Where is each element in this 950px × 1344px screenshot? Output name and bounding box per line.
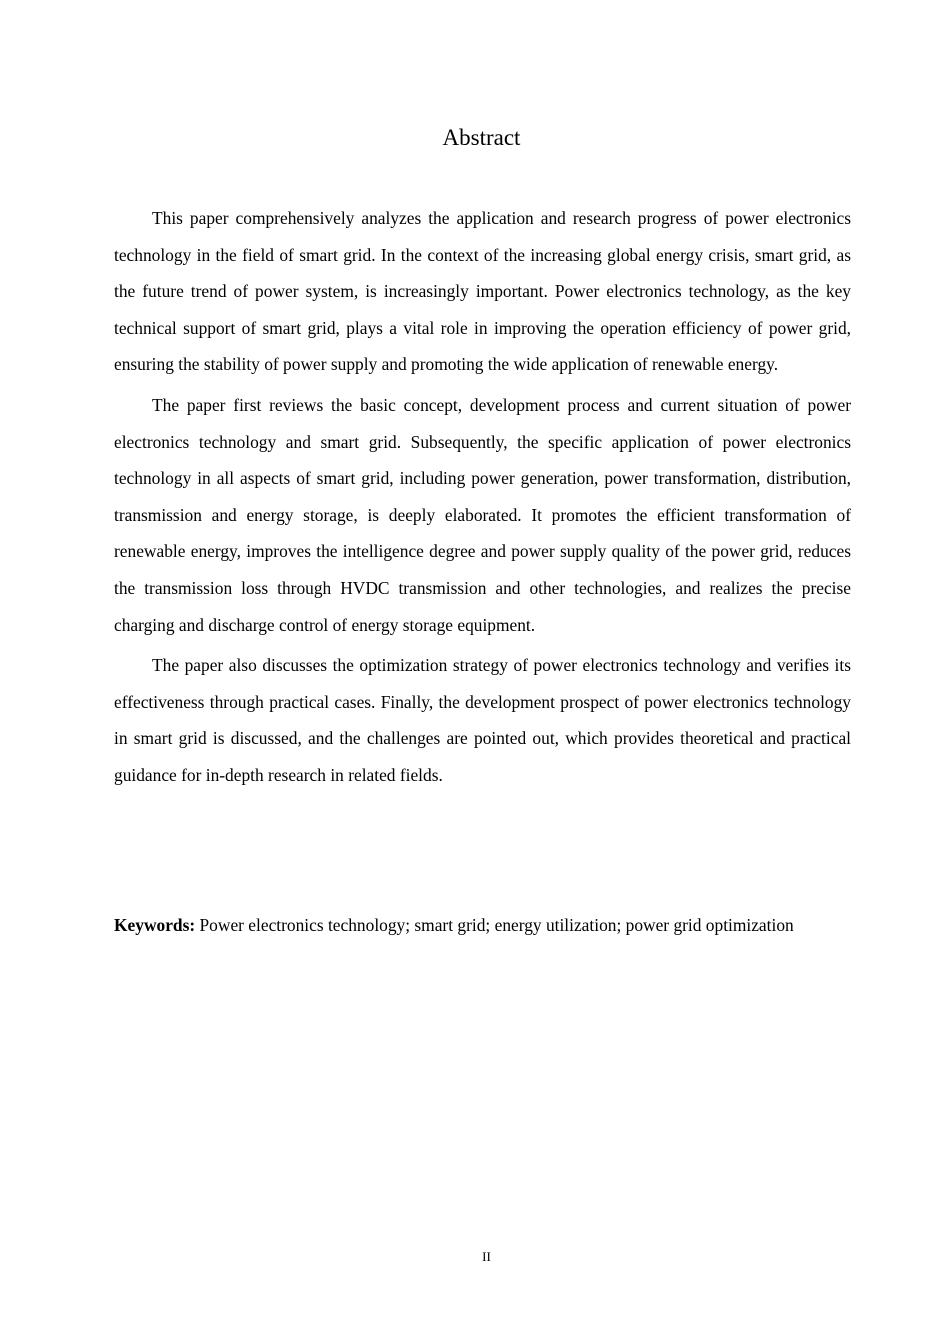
abstract-body bbox=[114, 200, 851, 798]
page-number: II bbox=[482, 1249, 491, 1264]
keywords-line bbox=[114, 908, 851, 943]
abstract-title: Abstract bbox=[442, 125, 521, 150]
keywords-label: Keywords: bbox=[114, 915, 196, 935]
keywords-text: Power electronics technology; smart grid; energy utilization; power grid optimization bbox=[199, 915, 794, 935]
abstract-paragraph-3: The paper also discusses the optimization strategy of power electronics technology and verifies its effectiveness through practical cases. Finally, the development prospect of power electronics technology in smart grid is discussed, and the challenges are pointed out, which provides theoretical and practical guidance for in-depth research in related fields. bbox=[114, 655, 851, 785]
abstract-paragraph-2: The paper first reviews the basic concept, development process and current situation of power electronics technology and smart grid. Subsequently, the specific application of power electronics technology in all aspects of smart grid, including power generation, power transformation, distribution, transmission and energy storage, is deeply elaborated. It promotes the efficient transformation of renewable energy, improves the intelligence degree and power supply quality of the power grid, reduces the transmission loss through HVDC transmission and other technologies, and realizes the precise charging and discharge control of energy storage equipment. bbox=[114, 394, 851, 635]
abstract-paragraph-1: This paper comprehensively analyzes the application and research progress of power electronics technology in the field of smart grid. In the context of the increasing global energy crisis, smart grid, as the future trend of power system, is increasingly important. Power electronics technology, as the key technical support of smart grid, plays a vital role in improving the operation efficiency of power grid, ensuring the stability of power supply and promoting the wide application of renewable energy. bbox=[114, 208, 851, 375]
